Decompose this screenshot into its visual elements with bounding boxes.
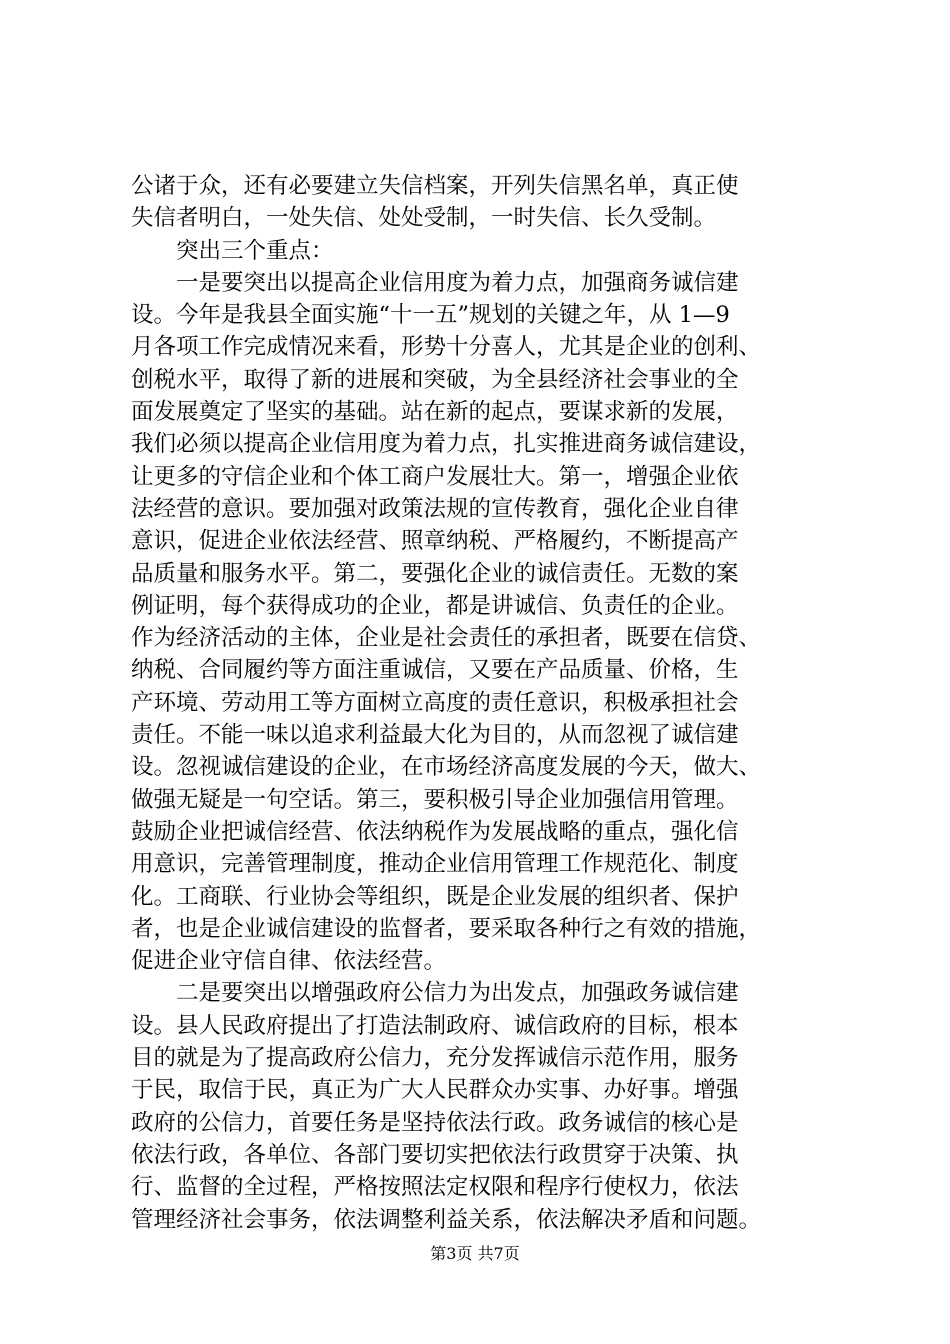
text-line: 面发展奠定了坚实的基础。站在新的起点，要谋求新的发展， bbox=[131, 399, 739, 426]
page-footer bbox=[0, 1244, 950, 1264]
text-line: 用意识，完善管理制度，推动企业信用管理工作规范化、制度 bbox=[131, 851, 739, 878]
text-line: 政府的公信力，首要任务是坚持依法行政。政务诚信的核心是 bbox=[131, 1109, 739, 1136]
paragraph-first-line: 二是要突出以增强政府公信力为出发点，加强政务诚信建 bbox=[176, 980, 739, 1007]
text-line: 行、监督的全过程，严格按照法定权限和程序行使权力，依法 bbox=[131, 1174, 739, 1201]
text-line: 依法行政，各单位、各部门要切实把依法行政贯穿于决策、执 bbox=[131, 1141, 739, 1168]
text-line: 公诸于众，还有必要建立失信档案，开列失信黑名单，真正使 bbox=[131, 173, 739, 199]
text-line: 化。工商联、行业协会等组织，既是企业发展的组织者、保护 bbox=[131, 883, 739, 910]
text-line: 于民，取信于民，真正为广大人民群众办实事、办好事。增强 bbox=[131, 1077, 739, 1104]
text-line: 鼓励企业把诚信经营、依法纳税作为发展战略的重点，强化信 bbox=[131, 818, 739, 845]
text-line: 纳税、合同履约等方面注重诚信，又要在产品质量、价格，生 bbox=[131, 657, 739, 684]
text-line: 促进企业守信自律、依法经营。 bbox=[131, 948, 447, 975]
body-text bbox=[131, 170, 831, 1236]
text-line: 法经营的意识。要加强对政策法规的宣传教育，强化企业自律 bbox=[131, 495, 739, 522]
paragraph-first-line: 一是要突出以提高企业信用度为着力点，加强商务诚信建 bbox=[176, 269, 739, 296]
text-line: 者，也是企业诚信建设的监督者，要采取各种行之有效的措施， bbox=[131, 915, 762, 942]
text-line: 设。县人民政府提出了打造法制政府、诚信政府的目标，根本 bbox=[131, 1012, 739, 1039]
text-line: 作为经济活动的主体，企业是社会责任的承担者，既要在信贷、 bbox=[131, 625, 762, 652]
text-line: 目的就是为了提高政府公信力，充分发挥诚信示范作用，服务 bbox=[131, 1045, 739, 1072]
text-line: 品质量和服务水平。第二，要强化企业的诚信责任。无数的案 bbox=[131, 560, 739, 587]
text-line: 让更多的守信企业和个体工商户发展壮大。第一，增强企业依 bbox=[131, 463, 739, 490]
section-heading: 突出三个重点： bbox=[176, 237, 334, 264]
text-line: 例证明，每个获得成功的企业，都是讲诚信、负责任的企业。 bbox=[131, 592, 739, 619]
text-line: 设。今年是我县全面实施“十一五”规划的关键之年，从 1—9 bbox=[131, 302, 730, 329]
page-number: 第3页 共7页 bbox=[430, 1244, 520, 1263]
text-line: 责任。不能一味以追求利益最大化为目的，从而忽视了诚信建 bbox=[131, 722, 739, 749]
text-line: 意识，促进企业依法经营、照章纳税、严格履约，不断提高产 bbox=[131, 528, 739, 555]
text-line: 产环境、劳动用工等方面树立高度的责任意识，积极承担社会 bbox=[131, 689, 739, 716]
text-line: 我们必须以提高企业信用度为着力点，扎实推进商务诚信建设， bbox=[131, 431, 762, 458]
text-line: 创税水平，取得了新的进展和突破，为全县经济社会事业的全 bbox=[131, 366, 739, 393]
text-line: 失信者明白，一处失信、处处受制，一时失信、长久受制。 bbox=[131, 205, 717, 232]
text-line: 月各项工作完成情况来看，形势十分喜人，尤其是企业的创利、 bbox=[131, 334, 762, 361]
text-line: 设。忽视诚信建设的企业，在市场经济高度发展的今天，做大、 bbox=[131, 754, 762, 781]
text-line: 管理经济社会事务，依法调整利益关系，依法解决矛盾和问题。 bbox=[131, 1206, 762, 1233]
text-line: 做强无疑是一句空话。第三，要积极引导企业加强信用管理。 bbox=[131, 786, 739, 813]
